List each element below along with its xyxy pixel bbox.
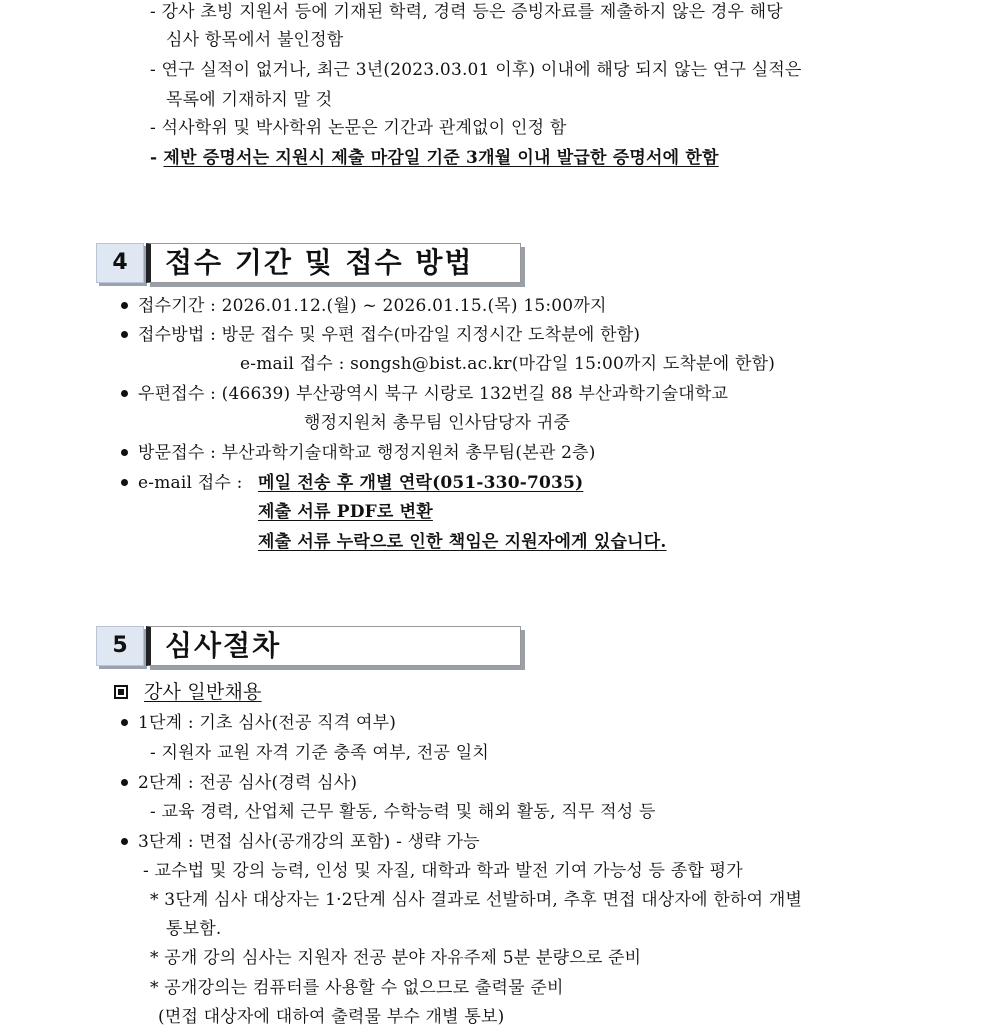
postal-recipient: 행정지원처 총무팀 인사담당자 귀중	[304, 413, 571, 433]
note-line-2: 심사 항목에서 불인정함	[166, 30, 344, 50]
stage-3: 3단계 : 면접 심사(공개강의 포함) - 생략 가능	[138, 832, 480, 852]
note-line-1: - 강사 초빙 지원서 등에 기재된 학력, 경력 등은 증빙자료를 제출하지 않은 경우 해당	[150, 2, 783, 22]
note-line-4: 목록에 기재하지 말 것	[166, 90, 333, 110]
bullet-icon	[121, 838, 128, 845]
reception-method: 접수방법 : 방문 접수 및 우편 접수(마감일 지정시간 도착분에 한함)	[138, 325, 641, 345]
section-4-number: 4	[96, 243, 144, 283]
email-instruction-3: 제출 서류 누락으로 인한 책임은 지원자에게 있습니다.	[258, 532, 667, 552]
bullet-icon	[121, 449, 128, 456]
note-printout: * 공개강의는 컴퓨터를 사용할 수 없으므로 출력물 준비	[150, 978, 564, 998]
note-line-6	[150, 147, 719, 169]
note-emphasis: 제반 증명서는 지원시 제출 마감일 기준 3개월 이내 발급한 증명서에 한함	[163, 148, 719, 168]
stage-2-detail: - 교육 경력, 산업체 근무 활동, 수학능력 및 해외 활동, 직무 적성 등	[150, 802, 656, 822]
note-line-3: - 연구 실적이 없거나, 최근 3년(2023.03.01 이후) 이내에 해당 되지 않는 연구 실적은	[150, 60, 802, 80]
bullet-icon	[121, 719, 128, 726]
bullet-icon	[121, 479, 128, 486]
email-instruction-1: 메일 전송 후 개별 연락(051-330-7035)	[258, 473, 584, 493]
stage-1: 1단계 : 기초 심사(전공 직격 여부)	[138, 713, 397, 733]
note-stage-3-b: 통보함.	[166, 919, 222, 939]
email-instruction-2: 제출 서류 PDF로 변환	[258, 502, 433, 522]
note-dash: -	[150, 148, 164, 168]
bullet-icon	[121, 302, 128, 309]
note-line-5: - 석사학위 및 박사학위 논문은 기간과 관계없이 인정 함	[150, 118, 567, 138]
section-4-title: 접수 기간 및 접수 방법	[146, 243, 521, 283]
visit-reception: 방문접수 : 부산과학기술대학교 행정지원처 총무팀(본관 2층)	[138, 443, 596, 463]
reception-method-email: e-mail 접수 : songsh@bist.ac.kr(마감일 15:00까지 도착분에 한함)	[240, 354, 776, 374]
section-5-number: 5	[96, 626, 144, 666]
note-stage-3-a: * 3단계 심사 대상자는 1·2단계 심사 결과로 선발하며, 추후 면접 대상자에 한하여 개별	[150, 890, 803, 910]
email-label: e-mail 접수 :	[138, 473, 243, 493]
note-open-lecture: * 공개 강의 심사는 지원자 전공 분야 자유주제 5분 분량으로 준비	[150, 948, 642, 968]
bullet-icon	[121, 779, 128, 786]
section-5-title: 심사절차	[146, 626, 521, 666]
stage-2: 2단계 : 전공 심사(경력 심사)	[138, 773, 358, 793]
stage-1-detail: - 지원자 교원 자격 기준 충족 여부, 전공 일치	[150, 743, 489, 763]
bullet-icon	[121, 331, 128, 338]
bullet-icon	[121, 390, 128, 397]
subsection-heading: 강사 일반채용	[144, 681, 262, 703]
postal-address: 우편접수 : (46639) 부산광역시 북구 시랑로 132번길 88 부산과학기술대학교	[138, 384, 729, 404]
stage-3-detail: - 교수법 및 강의 능력, 인성 및 자질, 대학과 학과 발전 기여 가능성 등 종합 평가	[143, 861, 743, 881]
note-printout-copies: (면접 대상자에 대하여 출력물 부수 개별 통보)	[158, 1007, 505, 1027]
reception-period: 접수기간 : 2026.01.12.(월) ~ 2026.01.15.(목) 15:00까지	[138, 296, 607, 316]
square-bullet-icon	[114, 685, 128, 699]
